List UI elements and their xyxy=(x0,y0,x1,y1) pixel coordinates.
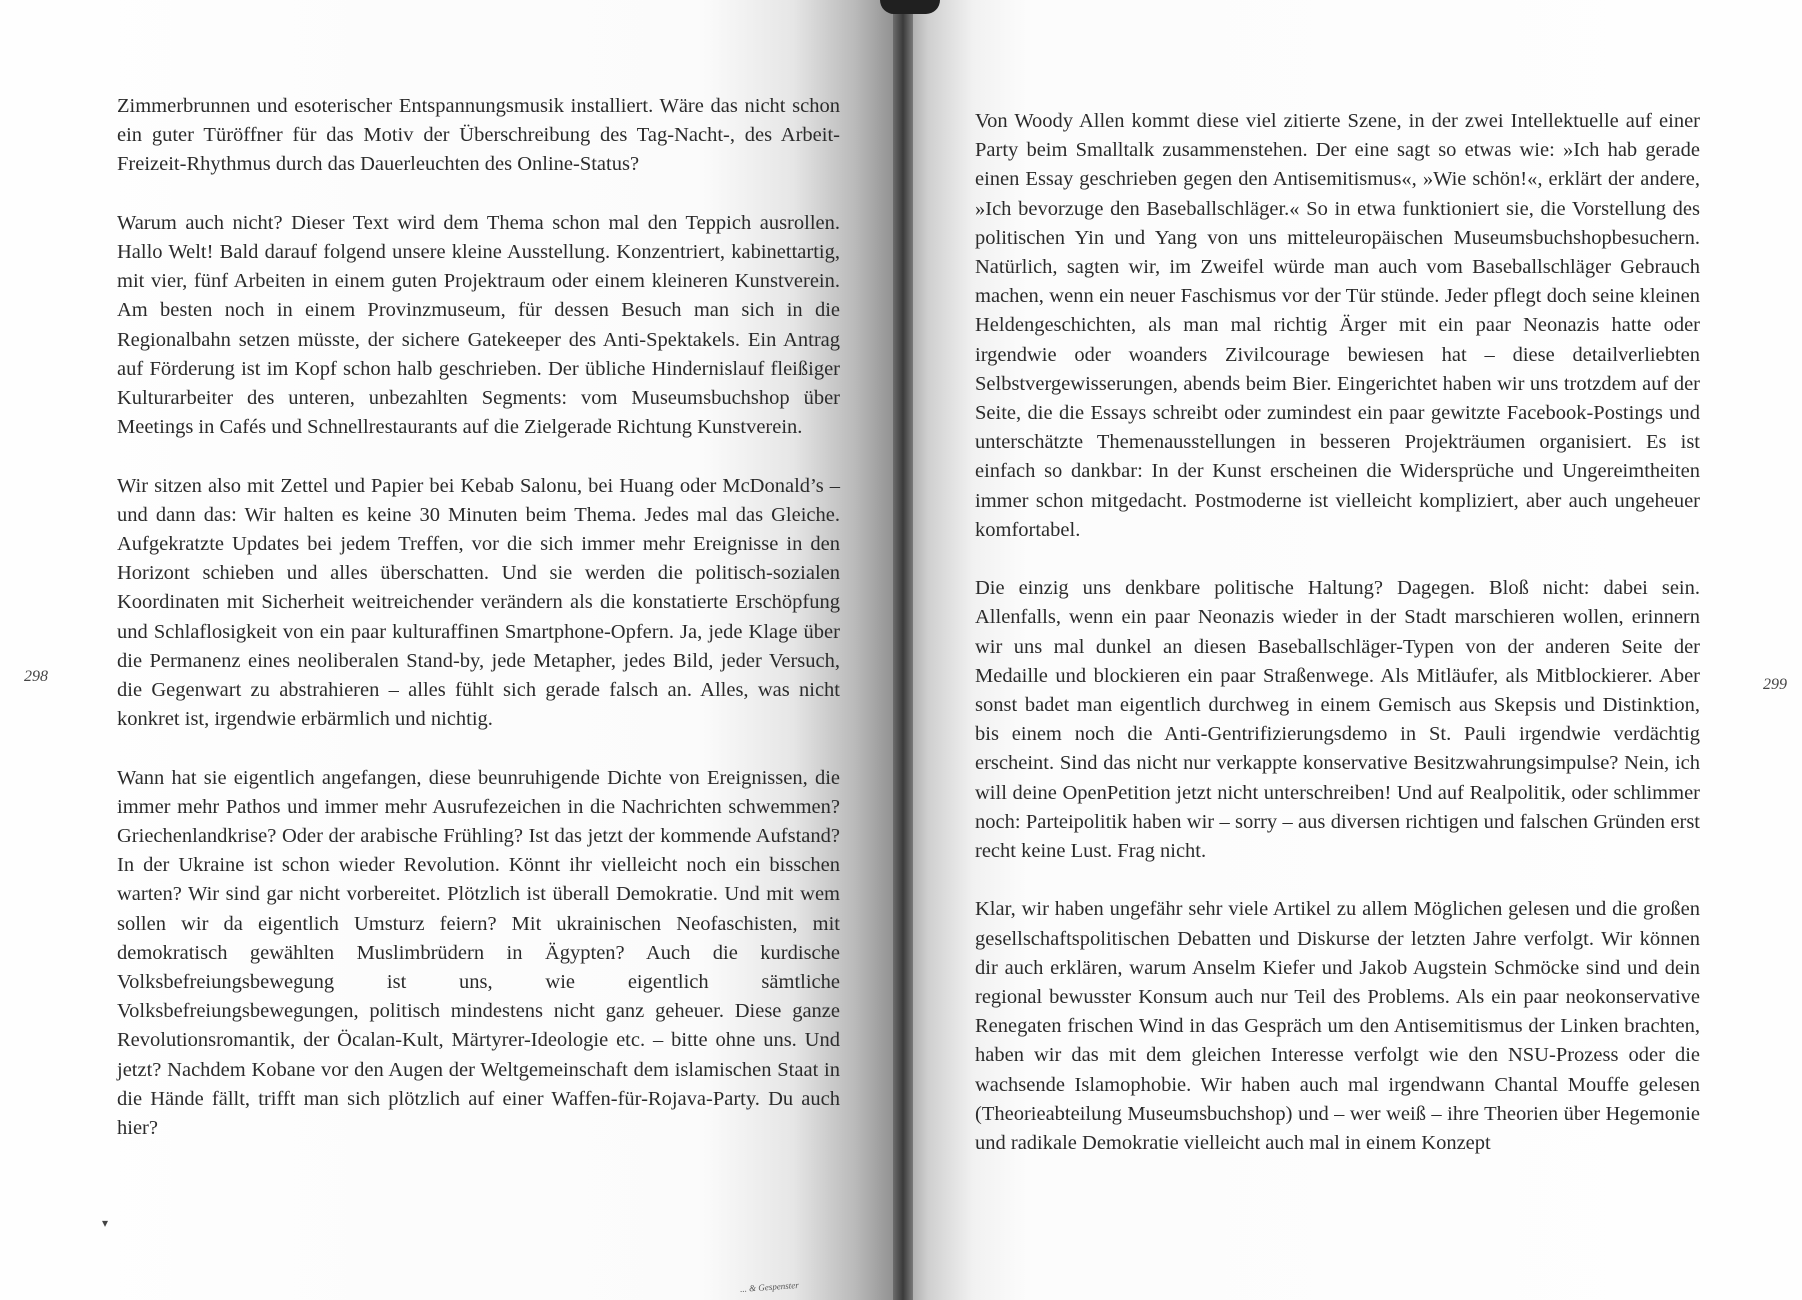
right-paragraph-2: Die einzig uns denkbare politische Haltung? Dagegen. Bloß nicht: dabei sein. Allenfalls, wenn ein paar Neonazis wieder in der Stadt marschieren wollen, erinnern wir uns mal dunkel an diesen Baseballschläger-Typen von der anderen Seite der Medaille und blockieren ein paar Straßenwege. Als Mitläufer, als Mitblockierer. Aber sonst badet man eigentlich durchweg in einem Gemisch aus Skepsis und Distinktion, bis einem noch die Anti-Gentrifizierungsdemo in St. Pauli irgendwie verdächtig erscheint. Sind das nicht nur verkappte konservative Besitzwahrungsimpulse? Nein, ich will deine OpenPetition jetzt nicht unterschreiben! Und auf Realpolitik, oder schlimmer noch: Parteipolitik haben wir – sorry – aus diversen richtigen und falschen Gründen erst recht keine Lust. Frag nicht. xyxy=(975,577,1700,863)
margin-mark: ▾ xyxy=(102,1216,109,1230)
left-paragraph-3: Wir sitzen also mit Zettel und Papier bei Kebab Salonu, bei Huang oder McDonald’s – und dann das: Wir halten es keine 30 Minuten beim Thema. Jedes mal das Gleiche. Aufgekratzte Updates bei jedem Treffen, vor die sich immer mehr Ereignisse in den Horizont schieben und alles überschatten. Und sie werden die politisch-sozialen Koordinaten mit Sicherheit weitreichender verändern als die konstatierte Erschöpfung und Schlaflosigkeit von ein paar kulturaffinen Smartphone-Opfern. Ja, jede Klage über die Permanenz eines neoliberalen Stand-by, jede Metapher, jedes Bild, jeder Versuch, die Gegenwart zu abstrahieren – alles fühlt sich gerade falsch an. Alles, was nicht konkret ist, irgendwie erbärmlich und nichtig. xyxy=(117,474,840,731)
right-paragraph-1: Von Woody Allen kommt diese viel zitierte Szene, in der zwei Intellektuelle auf einer Party beim Smalltalk zusammenstehen. Der eine sagt so etwas wie: »Ich hab gerade einen Essay geschrieben gegen den Antisemitismus«, »Wie schön!«, erklärt der andere, »Ich bevorzuge den Baseballschläger.« So in etwa funktioniert sie, die Vorstellung des politischen Yin und Yang von uns mitteleuropäischen Museumsbuchshopbesuchern. Natürlich, sagten wir, im Zweifel würde man auch vom Baseballschläger Gebrauch machen, wenn ein neuer Faschismus vor der Tür stünde. Jeder pflegt doch seine kleinen Heldengeschichten, als man mal richtig Ärger mit ein paar Neonazis hatte oder irgendwie oder woanders Zivilcourage bewiesen hat – diese detailverliebten Selbstvergewisserungen, abends beim Bier. Eingerichtet haben wir uns trotzdem auf der Seite, die die Essays schreibt oder zumindest ein paar gewitzte Facebook-Postings und unterschätzte Themenausstellungen in besseren Projekträumen organisiert. Es ist einfach so dankbar: In der Kunst erscheinen die Widersprüche und Ungereimtheiten immer schon mitgedacht. Postmoderne ist vielleicht kompliziert, aber auch ungeheuer komfortabel. xyxy=(975,110,1700,541)
page-number-left: 298 xyxy=(24,668,48,685)
book-gutter xyxy=(893,0,913,1300)
page-number-right: 299 xyxy=(1763,676,1787,693)
left-paragraph-1: Zimmerbrunnen und esoterischer Entspannungsmusik installiert. Wäre das nicht schon ein guter Türöffner für das Motiv der Überschreibung des Tag-Nacht-, des Arbeit-Freizeit-Rhythmus durch das Dauerleuchten des Online-Status? xyxy=(117,95,840,176)
right-page-text xyxy=(975,107,1700,1187)
left-paragraph-2: Warum auch nicht? Dieser Text wird dem Thema schon mal den Teppich ausrollen. Hallo Welt! Bald darauf folgend unsere kleine Ausstellung. Konzentriert, kabinettartig, mit vier, fünf Arbeiten in einem guten Projektraum oder einem kleineren Kunstverein. Am besten noch in einem Provinzmuseum, für dessen Besuch man sich in die Regionalbahn setzen müsste, der sichere Gatekeeper des Anti-Spektakels. Ein Antrag auf Förderung ist im Kopf schon halb geschrieben. Der übliche Hindernislauf fleißiger Kulturarbeiter des unteren, unbezahlten Segments: vom Museumsbuchshop über Meetings in Cafés und Schnellrestaurants auf die Zielgerade Richtung Kunstverein. xyxy=(117,211,840,439)
gutter-shadow xyxy=(880,0,940,14)
left-paragraph-4: Wann hat sie eigentlich angefangen, diese beunruhigende Dichte von Ereignissen, die immer mehr Pathos und immer mehr Ausrufezeichen in die Nachrichten schwemmen? Griechenlandkrise? Oder der arabische Frühling? Ist das jetzt der kommende Aufstand? In der Ukraine ist schon wieder Revolution. Könnt ihr vielleicht noch ein bisschen warten? Wir sind gar nicht vorbereitet. Plötzlich ist überall Demokratie. Und mit wem sollen wir da eigentlich Umsturz feiern? Mit ukrainischen Neofaschisten, mit demokratisch gewählten Muslimbrüdern in Ägypten? Auch die kurdische Volksbefreiungsbewegung ist uns, wie eigentlich sämtliche Volksbefreiungsbewegungen, politisch mindestens nicht ganz geheuer. Diese ganze Revolutionsromantik, der Öcalan-Kult, Märtyrer-Ideologie etc. – bitte ohne uns. Und jetzt? Nachdem Kobane vor den Augen der Weltgemeinschaft dem islamischen Staat in die Hände fällt, trifft man sich plötzlich auf einer Waffen-für-Rojava-Party. Du auch hier? xyxy=(117,766,840,1140)
left-page-text xyxy=(117,92,840,1172)
running-footer: ... & Gespenster xyxy=(739,1279,800,1295)
right-paragraph-3: Klar, wir haben ungefähr sehr viele Artikel zu allem Möglichen gelesen und die großen gesellschaftspolitischen Debatten und Diskurse der letzten Jahre verfolgt. Wir können dir auch erklären, warum Anselm Kiefer und Jakob Augstein Schmöcke sind und dein regional bewusster Konsum auch nur Teil des Problems. Als ein paar neokonservative Renegaten frischen Wind in das Gespräch um den Antisemitismus der Linken brachten, haben wir das mit dem gleichen Interesse verfolgt wie den NSU-Prozess oder die wachsende Islamophobie. Wir haben auch mal irgendwann Chantal Mouffe gelesen (Theorieabteilung Museumsbuchshop) und – wer weiß – ihre Theorien über Hegemonie und radikale Demokratie vielleicht auch mal in einem Konzept xyxy=(975,898,1700,1155)
